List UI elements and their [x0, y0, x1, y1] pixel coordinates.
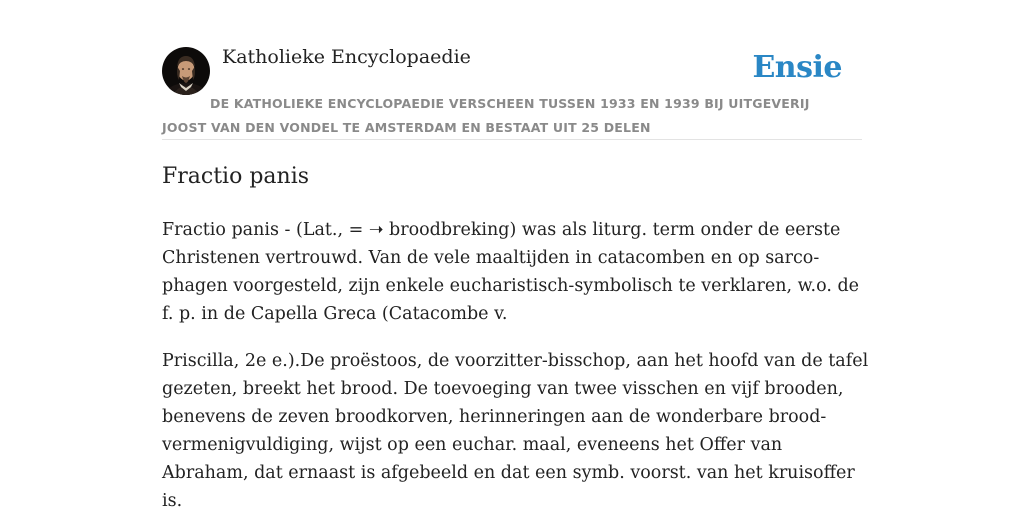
article-body: [162, 216, 872, 512]
ensie-logo[interactable]: Ensie: [752, 50, 842, 85]
article-title: Fractio panis: [162, 164, 310, 189]
portrait-avatar-icon[interactable]: [162, 47, 210, 95]
article-paragraph: Priscilla, 2e e.).De proëstoos, de voorzitter-bisschop, aan het hoofd van de tafel gezeten, breekt het brood. De toevoeging van twee visschen en vijf brooden, benevens de zeven broodkorven, herinneringen aan de wonderbare brood-vermenigvuldiging, wijst op een euchar. maal, eveneens het Offer van Abraham, dat ernaast is afgebeeld en dat een symb. voorst. van het kruisoffer is.: [162, 351, 869, 511]
article-paragraph: Fractio panis - (Lat., = ➝ broodbreking) was als liturg. term onder de eerste Christenen vertrouwd. Van de vele maaltijden in catacomben en op sarco-phagen voorgesteld, zijn enkele eucharistisch-symbolisch te verklaren, w.o. de f. p. in de Capella Greca (Catacombe v.: [162, 220, 860, 324]
site-description: DE KATHOLIEKE ENCYCLOPAEDIE VERSCHEEN TUSSEN 1933 EN 1939 BIJ UITGEVERIJ JOOST VAN DEN VONDEL TE AMSTERDAM EN BESTAAT UIT 25 DELEN: [162, 96, 810, 135]
site-title[interactable]: Katholieke Encyclopaedie: [222, 46, 471, 68]
header-divider: [162, 139, 862, 140]
